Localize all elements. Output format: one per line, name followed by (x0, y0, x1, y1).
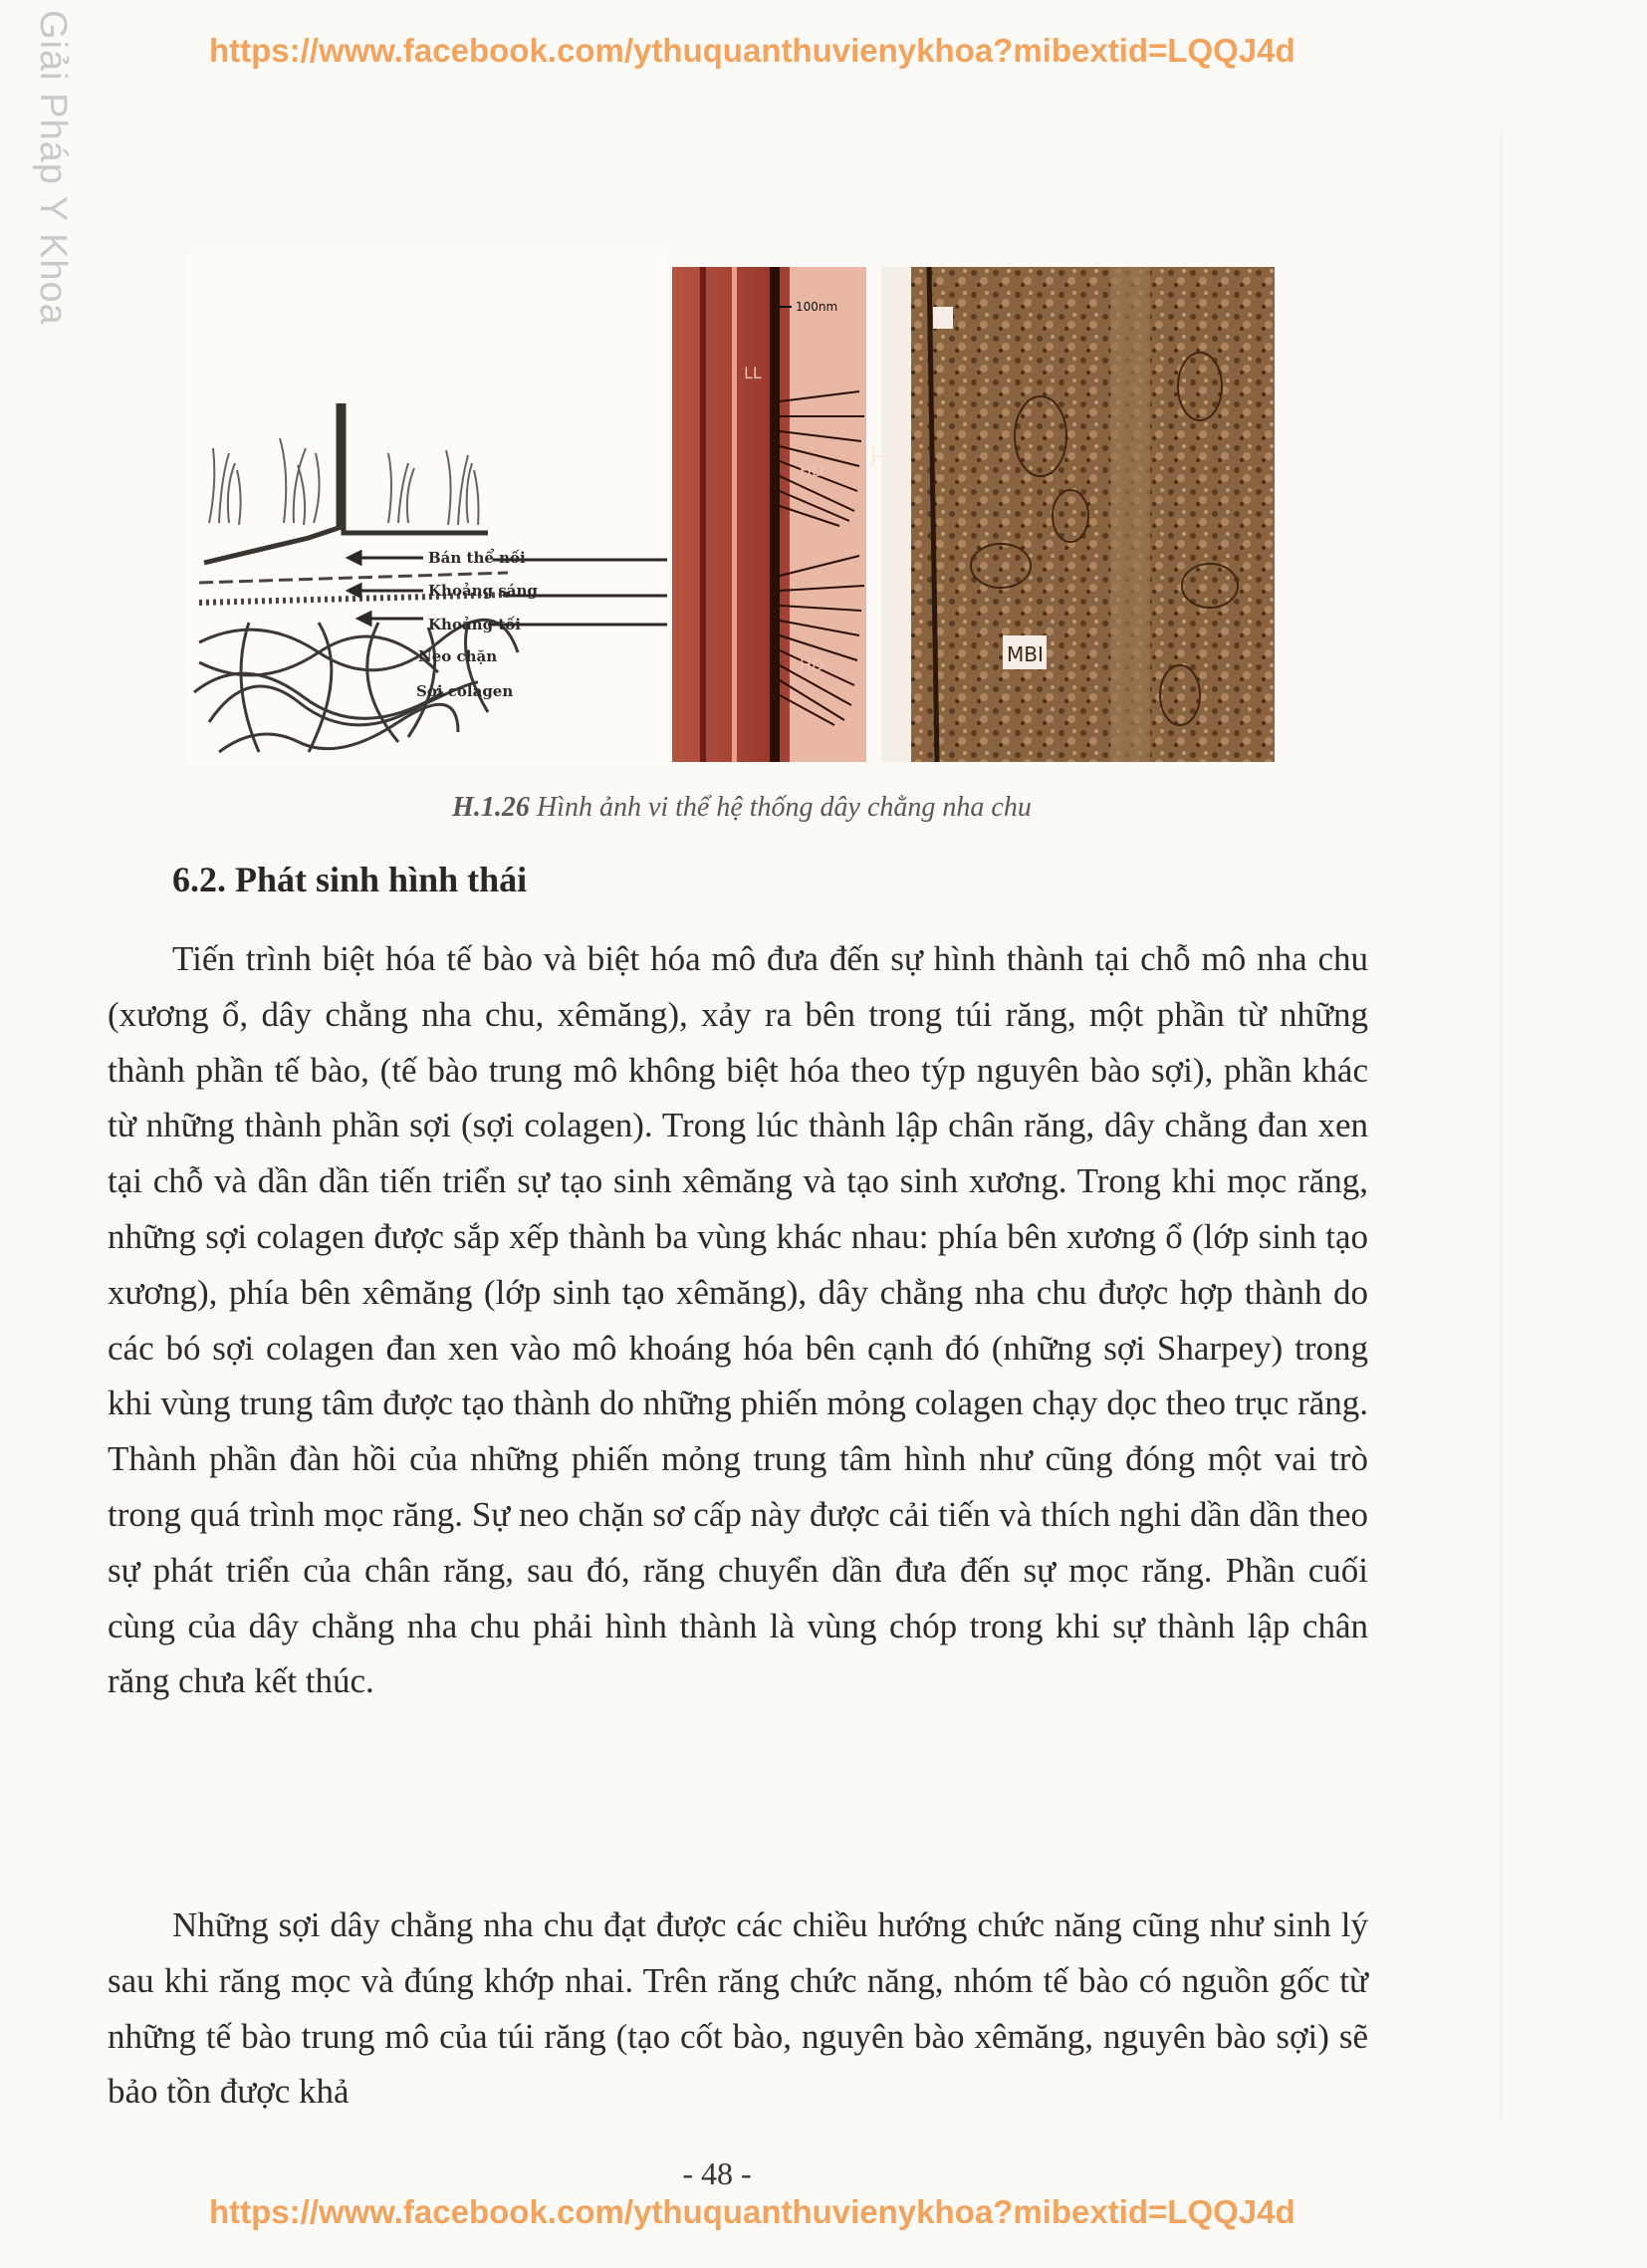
body-paragraph-2: Những sợi dây chằng nha chu đạt được các chiều hướng chức năng cũng như sinh lý sau khi răng mọc và đúng khớp nhai. Trên răng chức năng, nhóm tế bào có nguồn gốc từ những tế bào trung mô của túi răng (tạo cốt bào, nguyên bào xêmăng, nguyên bào sợi) sẽ bảo tồn được khả (108, 1905, 1368, 2112)
label-neo-chan: Neo chặn (418, 647, 498, 665)
attachment-diagram-svg (189, 254, 667, 762)
label-khoang-sang: Khoảng sáng (428, 582, 538, 600)
scale-label: 100nm (796, 300, 838, 314)
page-edge-shade (1497, 129, 1503, 2122)
label-khoang-toi: Khoảng tối (428, 616, 521, 633)
em-label-mbi: MBI (1007, 642, 1044, 666)
micro-label-hd-top: HD (800, 461, 824, 480)
figure-caption (199, 792, 1285, 824)
hemidesmosome-micrograph (672, 267, 866, 762)
body-paragraph-1: Tiến trình biệt hóa tế bào và biệt hóa mô đưa đến sự hình thành tại chỗ mô nha chu (xương ổ, dây chằng nha chu, xêmăng), xảy ra bên trong túi răng, một phần từ những thành phần tế bào, (tế bào trung mô không biệt hóa theo týp nguyên bào sợi), phần khác từ những thành phần sợi (sợi colagen). Trong lúc thành lập chân răng, dây chằng đan xen tại chỗ và dần dần tiến triển sự tạo sinh xêmăng và tạo sinh xương. Trong khi mọc răng, những sợi colagen được sắp xếp thành ba vùng khác nhau: phía bên xương ổ (lớp sinh tạo xương), phía bên xêmăng (lớp sinh tạo xêmăng), dây chằng nha chu được hợp thành do các bó sợi colagen đan xen vào mô khoáng hóa bên cạnh đó (những sợi Sharpey) trong khi vùng trung tâm được tạo thành do những phiến mỏng colagen chạy dọc theo trục răng. Thành phần đàn hồi của những phiến mỏng trung tâm hình như cũng đóng một vai trò trong quá trình mọc răng. Sự neo chặn sơ cấp này được cải tiến và thích nghi dần dần theo sự phát triển của chân răng, sau đó, răng chuyển dần đưa đến sự mọc răng. Phần cuối cùng của dây chằng nha chu phải hình thành là vùng chóp trong khi sự thành lập chân răng chưa kết thúc. (108, 939, 1368, 1701)
page-number: - 48 - (682, 2155, 752, 2191)
caption-text: Hình ảnh vi thể hệ thống dây chằng nha chu (536, 792, 1032, 823)
em-label-hd: HD (869, 443, 909, 473)
micro-label-hd-bottom: HD (800, 655, 824, 674)
attachment-diagram (189, 254, 667, 762)
top-watermark-link[interactable]: https://www.facebook.com/ythuquanthuvienykhoa?mibextid=LQQJ4d (209, 32, 1295, 69)
bottom-watermark-link[interactable]: https://www.facebook.com/ythuquanthuvienykhoa?mibextid=LQQJ4d (209, 2193, 1295, 2230)
section-heading: 6.2. Phát sinh hình thái (172, 860, 528, 899)
electron-micrograph (869, 267, 1275, 762)
side-watermark: Giải Pháp Y Khoa (32, 10, 74, 326)
micro-label-ll: LL (744, 364, 762, 382)
caption-number: H.1.26 (452, 792, 530, 823)
label-soi-colagen: Sợi colagen (416, 682, 514, 700)
electron-micrograph-svg (869, 267, 1275, 762)
hemidesmosome-micrograph-svg (672, 267, 866, 762)
label-ban-the-noi: Bán thể nối (428, 549, 526, 567)
